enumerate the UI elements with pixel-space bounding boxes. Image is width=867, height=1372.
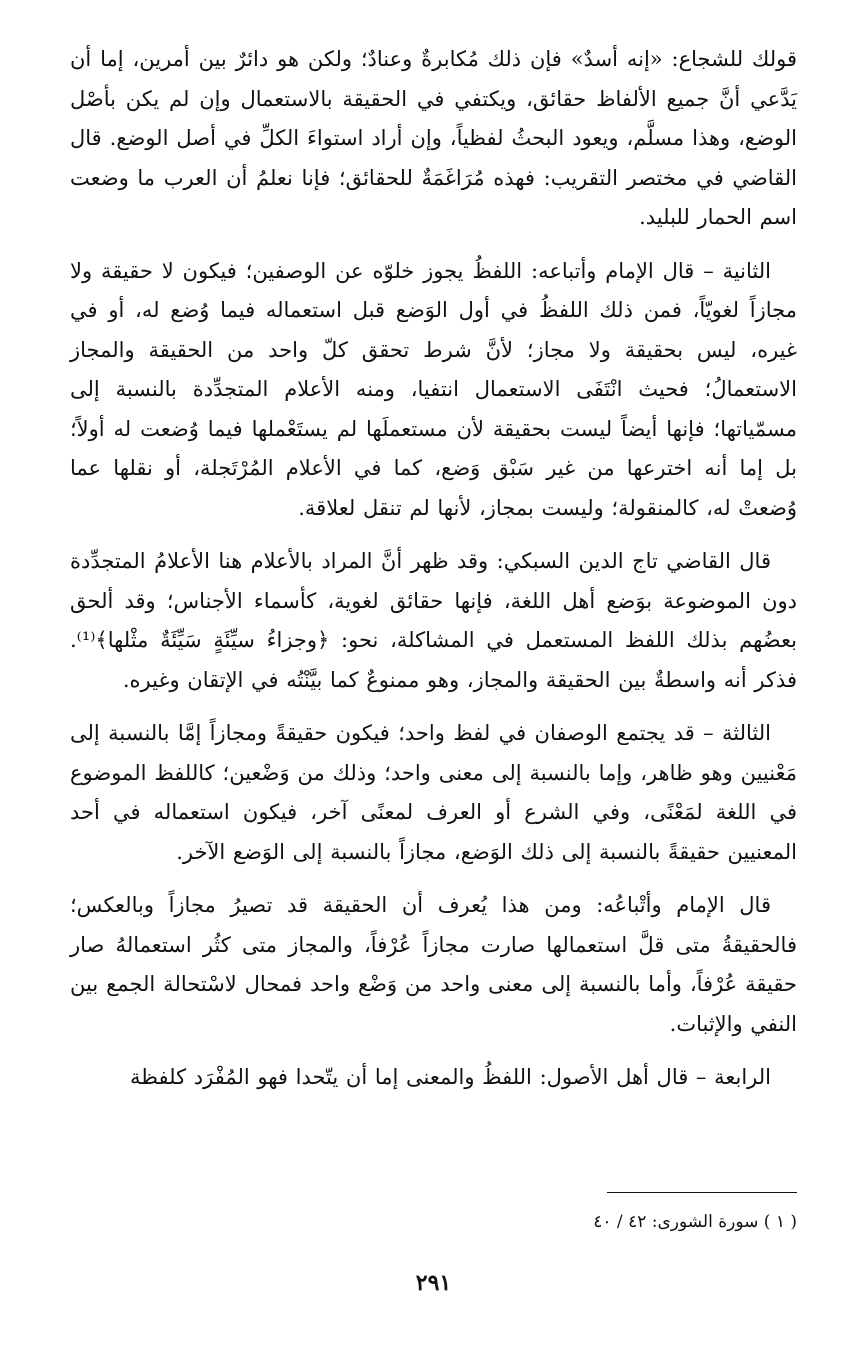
footnote-separator (607, 1192, 797, 1193)
page-number: ٢٩١ (415, 1270, 452, 1296)
footnote: ( ١ ) سورة الشورى: ٤٢ / ٤٠ (593, 1212, 797, 1232)
paragraph-2: الثانية – قال الإمام وأتباعه: اللفظُ يجوز خلوّه عن الوصفين؛ فيكون لا حقيقة ولا مجازاً لغويّاً، فمن ذلك اللفظُ في أول الوَضع قبل استعماله فيما وُضع له، أو في غيره، ليس بحقيقة ولا مجاز؛ لأنَّ شرط تحقق كلّ واحد من الحقيقة والمجاز الاستعمالُ؛ فحيث انْتَفَى الاستعمال انتفيا، ومنه الأعلام المتجدِّدة بالنسبة إلى مسمّياتها؛ فإنها أيضاً ليست بحقيقة لأن مستعملَها لم يستَعْملها فيما وُضعت له أولاً؛ بل إما أنه اخترعها من غير سَبْق وَضع، كما في الأعلام المُرْتَجلة، أو نقلها عما وُضعتْ له، كالمنقولة؛ وليست بمجاز، لأنها لم تنقل لعلاقة. (70, 258, 797, 520)
paragraph-4: الثالثة – قد يجتمع الوصفان في لفظ واحد؛ فيكون حقيقةً ومجازاً إمَّا بالنسبة إلى مَعْنيين وهو ظاهر، وإما بالنسبة إلى معنى واحد؛ وذلك من وَضْعين؛ كاللفظ الموضوع في اللغة لمَعْنًى، وفي الشرع أو العرف لمعنًى آخر، فيكون استعماله في أحد المعنيين حقيقةً بالنسبة إلى ذلك الوَضع، مجازاً بالنسبة إلى الوَضع الآخر. (70, 721, 797, 864)
paragraph-3: قال القاضي تاج الدين السبكي: وقد ظهر أنَّ المراد بالأعلام هنا الأعلامُ المتجدِّدة دون الموضوعة بوَضع أهل اللغة، فإنها حقائق لغوية، كأسماء الأجناس؛ وقد ألحق بعضُهم بذلك اللفظ المستعمل في المشاكلة، نحو: ﴿وجزاءُ سيِّئَةٍ سَيِّئَةٌ مثْلها﴾⁽¹⁾. فذكر أنه واسطةٌ بين الحقيقة والمجاز، وهو ممنوعٌ كما بيَّنْتُه في الإتقان وغيره. (70, 549, 797, 692)
paragraph-6: الرابعة – قال أهل الأصول: اللفظُ والمعنى إما أن يتّحدا فهو المُفْرَد كلفظة (130, 1065, 771, 1089)
paragraph-5: قال الإمام وأتْباعُه: ومن هذا يُعرف أن الحقيقة قد تصيرُ مجازاً وبالعكس؛ فالحقيقةُ متى قلَّ استعمالها صارت مجازاً عُرْفاً، والمجاز متى كثُر استعمالهُ صار حقيقة عُرْفاً، وأما بالنسبة إلى معنى واحد من وَضْع واحد فمحال لاسْتحالة الجمع بين النفي والإثبات. (70, 893, 797, 1036)
main-text (70, 40, 797, 1112)
paragraph-1: قولك للشجاع: «إنه أسدٌ» فإن ذلك مُكابرةٌ وعنادٌ؛ ولكن هو دائرٌ بين أمرين، إما أن يَدَّعي أنَّ جميع الألفاظ حقائق، ويكتفي في الحقيقة بالاستعمال وإن لم يكن بأصْل الوضع، وهذا مسلَّم، ويعود البحثُ لفظياً، وإن أراد استواءَ الكلِّ في أصل الوضع. قال القاضي في مختصر التقريب: فهذه مُرَاغَمَةٌ للحقائق؛ فإنا نعلمُ أن العرب ما وضعت اسم الحمار للبليد. (70, 47, 797, 229)
